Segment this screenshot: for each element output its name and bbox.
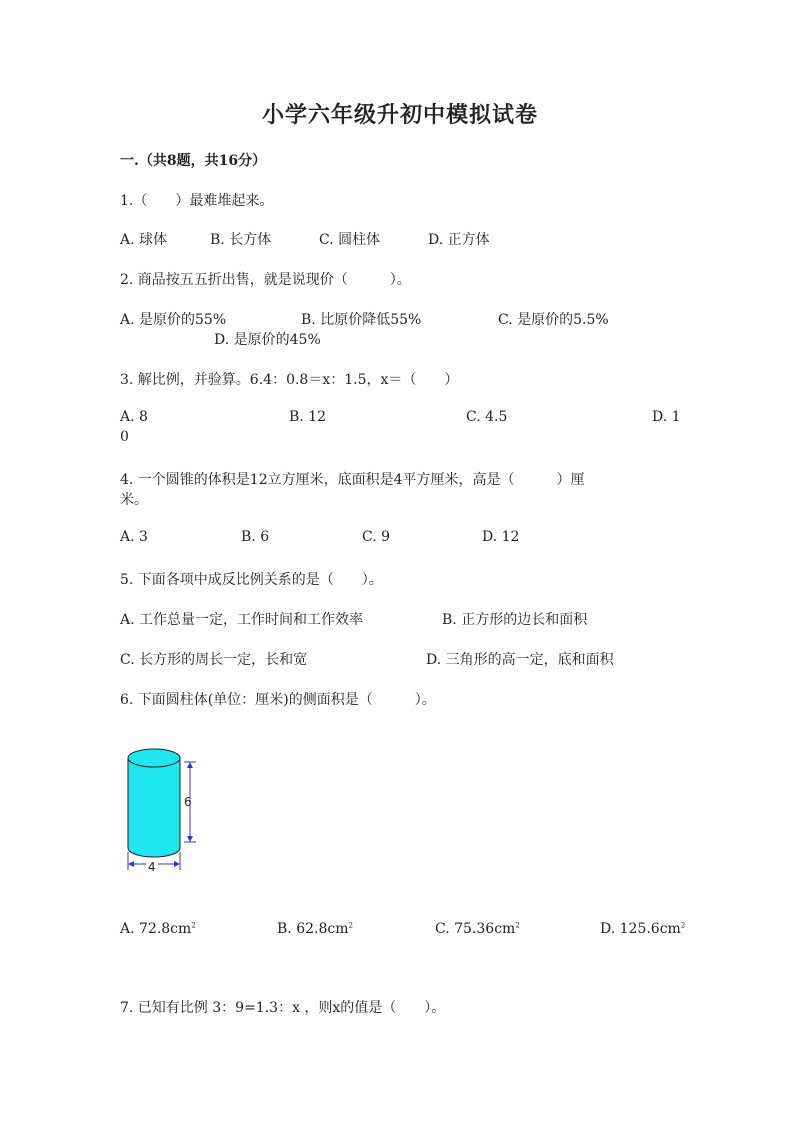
question-3: 3. 解比例，并验算。6.4：0.8＝x：1.5，x＝（ ） (120, 372, 459, 388)
q5-option-d: D. 三角形的高一定，底和面积 (426, 652, 614, 668)
question-4: 4. 一个圆锥的体积是12立方厘米，底面积是4平方厘米，高是（ ）厘 (120, 472, 585, 488)
q5-option-b: B. 正方形的边长和面积 (442, 612, 588, 628)
q3-option-d-wrap: 0 (120, 429, 129, 445)
q5-option-c: C. 长方形的周长一定，长和宽 (120, 652, 308, 668)
q4-option-a: A. 3 (120, 529, 148, 545)
q6-option-b-text: B. 62.8cm (277, 921, 349, 937)
question-4-continued: 米。 (120, 492, 148, 508)
q3-option-b: B. 12 (289, 409, 327, 425)
q4-option-b: B. 6 (241, 529, 270, 545)
question-7: 7. 已知有比例 3：9=1.3：x ，则x的值是（ ）。 (120, 1000, 446, 1016)
cylinder-top (128, 749, 180, 767)
q1-option-b: B. 长方体 (210, 232, 272, 248)
q3-option-a: A. 8 (120, 409, 148, 425)
q6-option-a-unit: 2 (191, 921, 196, 930)
q2-option-a: A. 是原价的55% (120, 312, 227, 328)
q2-option-d: D. 是原价的45% (214, 332, 321, 348)
q2-option-c: C. 是原价的5.5% (498, 312, 609, 328)
question-5: 5. 下面各项中成反比例关系的是（ ）。 (120, 572, 383, 588)
q6-option-c-unit: 2 (515, 921, 520, 930)
cylinder-figure (118, 736, 218, 876)
q4-option-d: D. 12 (482, 529, 520, 545)
section-heading: 一.（共8题，共16分） (120, 153, 267, 169)
q6-option-c (435, 921, 520, 937)
q6-option-b-unit: 2 (348, 921, 353, 930)
diameter-label: 4 (148, 860, 156, 874)
question-6: 6. 下面圆柱体(单位：厘米)的侧面积是（ ）。 (120, 692, 436, 708)
cylinder-diagram (118, 736, 218, 876)
q6-option-c-text: C. 75.36cm (435, 921, 516, 937)
q3-option-c: C. 4.5 (466, 409, 508, 425)
q6-option-a-text: A. 72.8cm (120, 921, 192, 937)
height-label: 6 (184, 795, 192, 809)
q1-option-c: C. 圆柱体 (319, 232, 381, 248)
page-title: 小学六年级升初中模拟试卷 (261, 102, 538, 128)
question-2: 2. 商品按五五折出售，就是说现价（ ）。 (120, 272, 411, 288)
q6-option-d-text: D. 125.6cm (600, 921, 681, 937)
q6-option-a (120, 921, 196, 937)
q6-option-d (600, 921, 685, 937)
q1-option-d: D. 正方体 (428, 232, 490, 248)
question-1: 1.（ ）最难堆起来。 (120, 193, 274, 209)
q5-option-a: A. 工作总量一定，工作时间和工作效率 (120, 612, 364, 628)
q4-option-c: C. 9 (362, 529, 391, 545)
q6-option-b (277, 921, 353, 937)
q3-option-d: D. 1 (652, 409, 681, 425)
cylinder-body (128, 758, 180, 857)
q6-option-d-unit: 2 (680, 921, 686, 930)
q1-option-a: A. 球体 (120, 232, 168, 248)
q2-option-b: B. 比原价降低55% (301, 312, 422, 328)
